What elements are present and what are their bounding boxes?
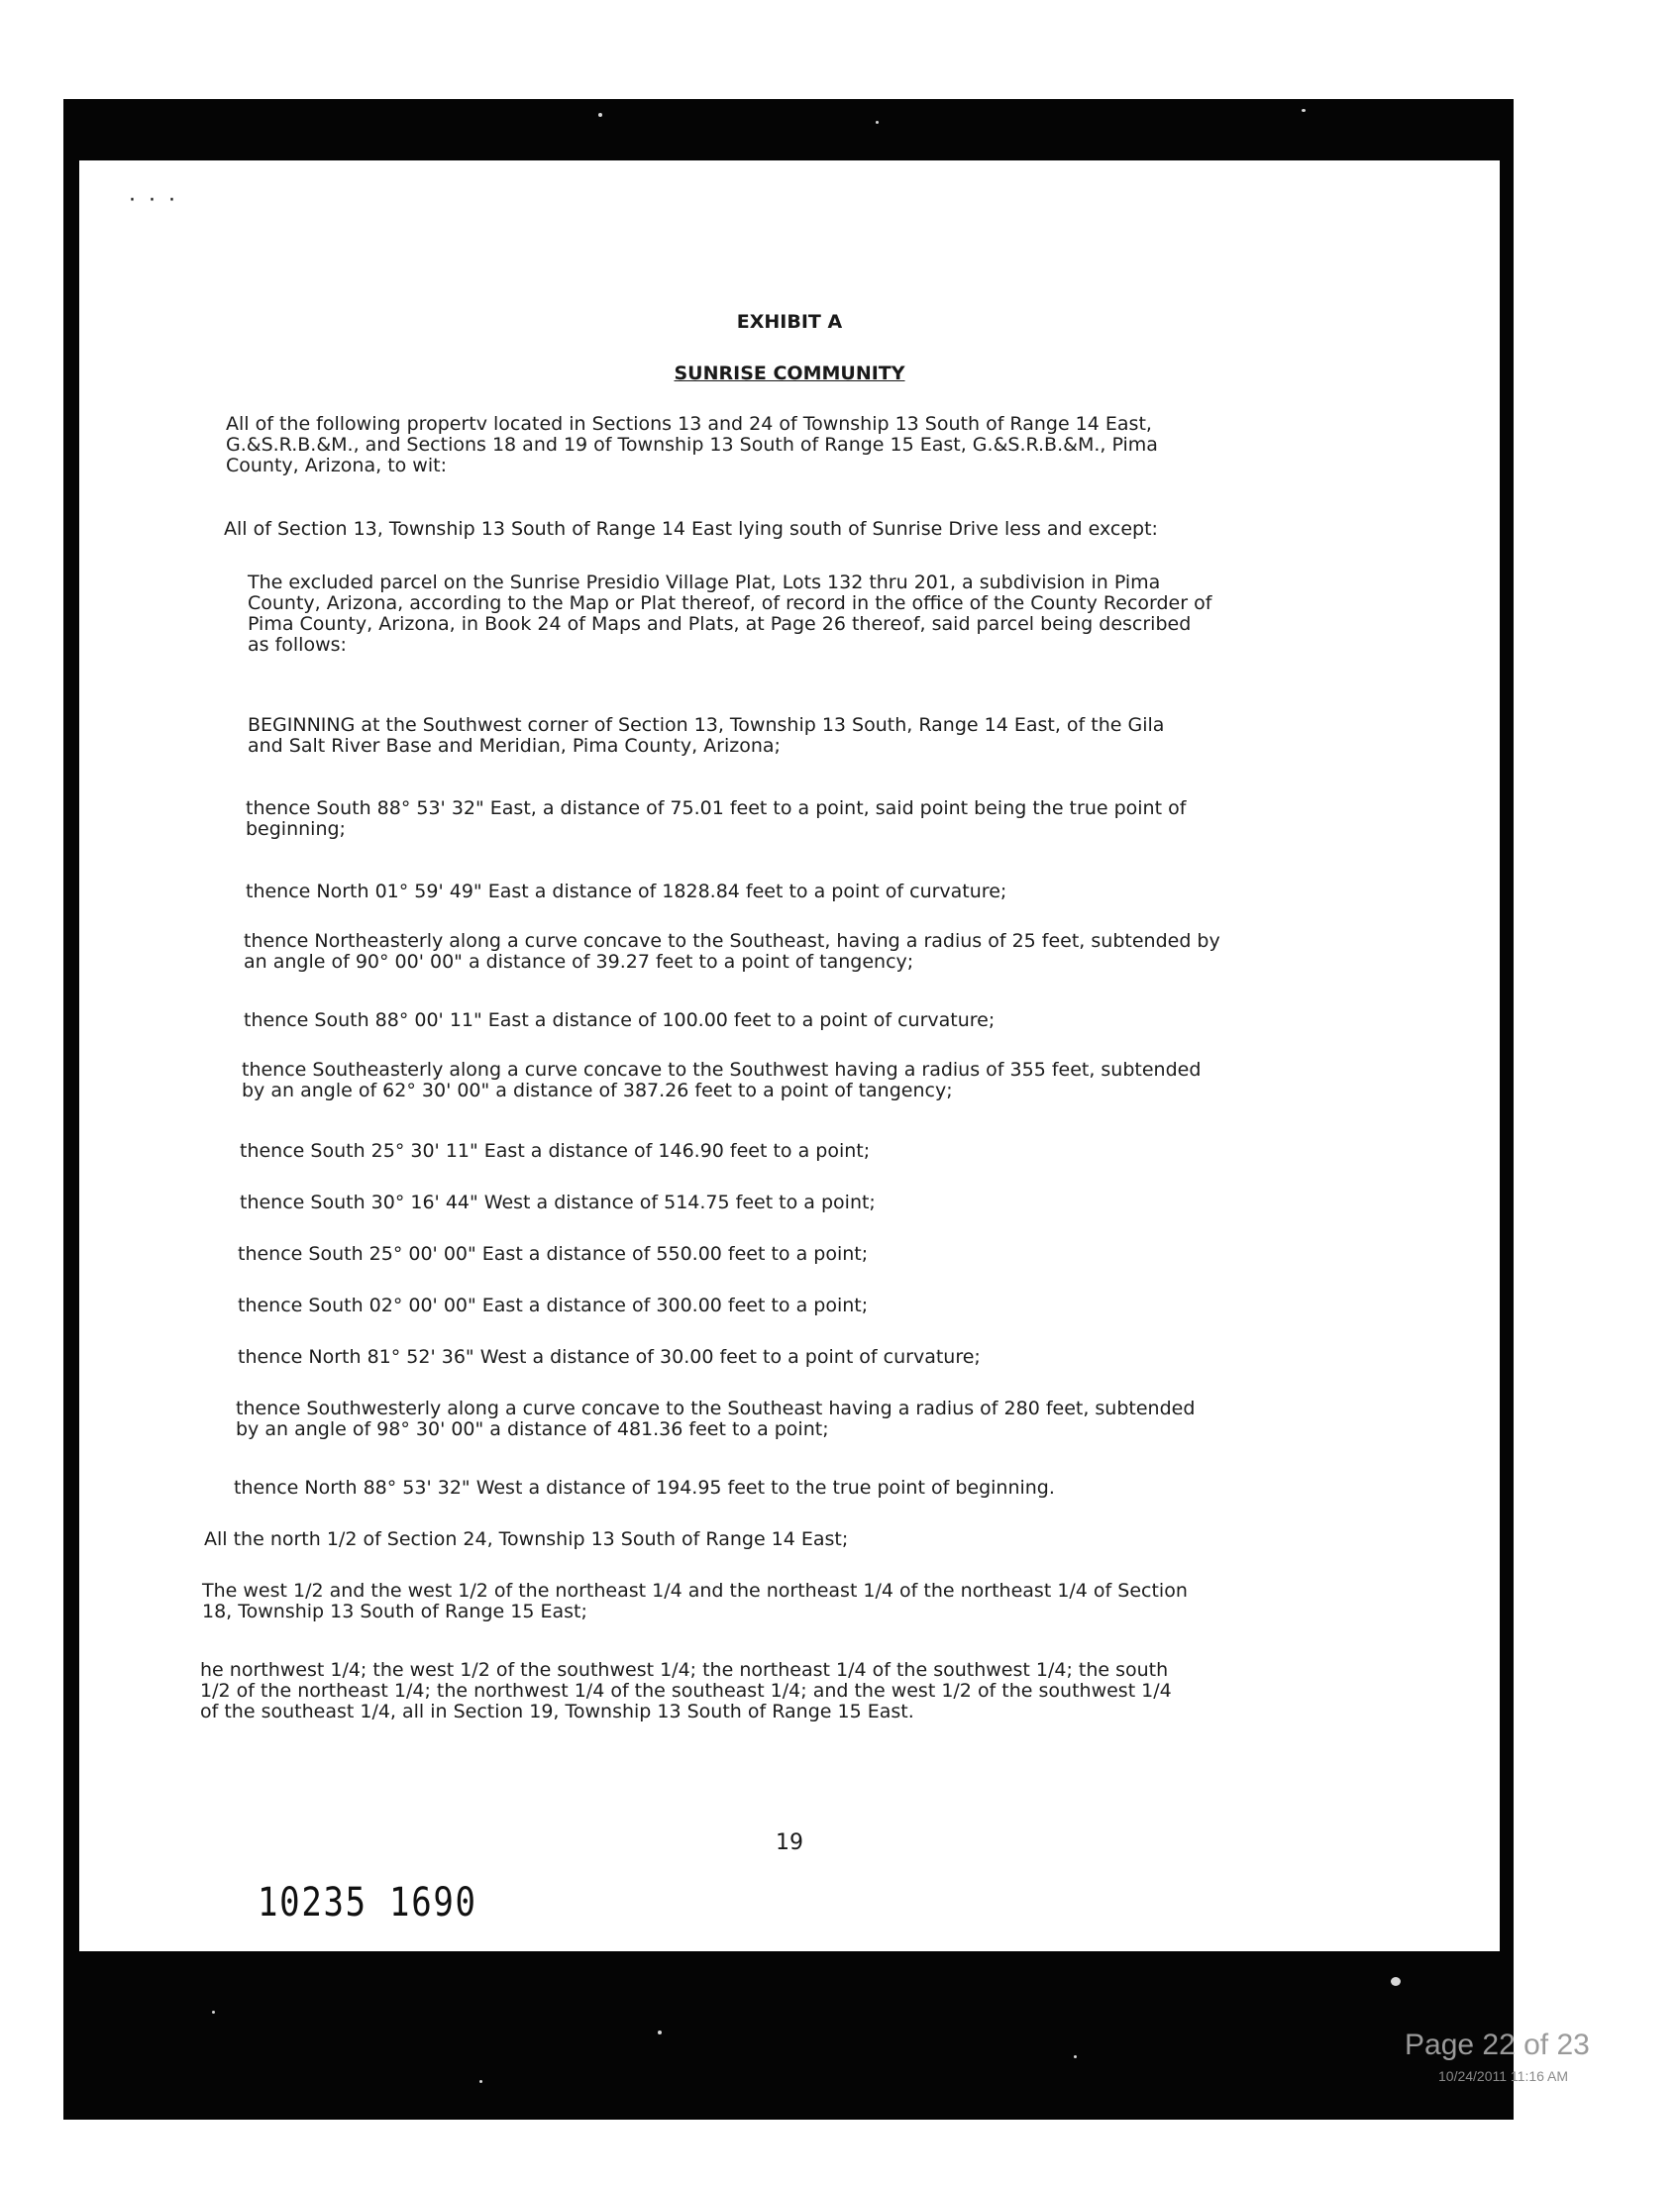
course-paragraph: thence South 88° 53' 32" East, a distance of 75.01 feet to a point, said point being the true point of beginning; [246,797,1187,840]
scan-noise [212,2011,215,2014]
scan-noise [479,2080,482,2083]
course-paragraph: thence South 02° 00' 00" East a distance of 300.00 feet to a point; [238,1295,869,1316]
section-13-paragraph: All of Section 13, Township 13 South of Range 14 East lying south of Sunrise Drive less and except: [224,518,1158,540]
course-paragraph: thence Northeasterly along a curve concave to the Southeast, having a radius of 25 feet, subtended by an angle of 90° 00' 00" a distance of 39.27 feet to a point of tangency; [244,930,1220,973]
recording-stamp: 10235 1690 [258,1880,477,1926]
section-19-paragraph: he northwest 1/4; the west 1/2 of the southwest 1/4; the northeast 1/4 of the southwest 1/4; the south 1/2 of the northeast 1/4; the northwest 1/4 of the southeast 1/4; and the west 1/2 of the southwest 1/4 of the southeast 1/4, all in Section 19, Township 13 South of Range 15 East. [200,1659,1172,1722]
scan-specks: · · · [129,188,178,213]
exhibit-title: EXHIBIT A [736,311,843,333]
course-paragraph: thence South 25° 00' 00" East a distance of 550.00 feet to a point; [238,1243,869,1265]
course-paragraph: thence North 88° 53' 32" West a distance of 194.95 feet to the true point of beginning. [234,1477,1055,1499]
print-timestamp: 10/24/2011 11:16 AM [1438,2068,1569,2084]
beginning-paragraph: BEGINNING at the Southwest corner of Section 13, Township 13 South, Range 14 East, of the Gila and Salt River Base and Meridian, Pima County, Arizona; [248,714,1165,757]
course-paragraph: thence South 25° 30' 11" East a distance of 146.90 feet to a point; [240,1140,871,1162]
intro-paragraph: All of the following propertv located in Sections 13 and 24 of Township 13 South of Range 14 East, G.&S.R.B.&M., and Sections 18 and 19 of Township 13 South of Range 15 East, G.&S.R.B.&M., Pima County, Arizona, to wit: [226,413,1158,476]
page-indicator: Page 22 of 23 [1405,2029,1590,2061]
scan-noise [598,113,602,117]
scan-noise [1074,2055,1077,2058]
document-page [79,160,1500,1951]
excluded-parcel-paragraph: The excluded parcel on the Sunrise Presidio Village Plat, Lots 132 thru 201, a subdivision in Pima County, Arizona, according to the Map or Plat thereof, of record in the office of the County Recorder of Pima County, Arizona, in Book 24 of Maps and Plats, at Page 26 thereof, said parcel being described as follows: [248,572,1212,656]
scan-noise [1391,1977,1401,1986]
scan-noise [1302,109,1306,112]
course-paragraph: thence South 88° 00' 11" East a distance of 100.00 feet to a point of curvature; [244,1009,996,1031]
community-title: SUNRISE COMMUNITY [674,363,905,384]
course-paragraph: thence South 30° 16' 44" West a distance of 514.75 feet to a point; [240,1192,876,1213]
scan-noise [876,121,879,124]
course-paragraph: thence Southwesterly along a curve concave to the Southeast having a radius of 280 feet, subtended by an angle of 98° 30' 00" a distance of 481.36 feet to a point; [236,1398,1196,1440]
section-18-paragraph: The west 1/2 and the west 1/2 of the northeast 1/4 and the northeast 1/4 of the northeast 1/4 of Section 18, Township 13 South of Range 15 East; [202,1580,1188,1622]
course-paragraph: thence North 81° 52' 36" West a distance of 30.00 feet to a point of curvature; [238,1346,981,1368]
scan-noise [658,2031,662,2034]
course-paragraph: thence Southeasterly along a curve concave to the Southwest having a radius of 355 feet, subtended by an angle of 62° 30' 00" a distance of 387.26 feet to a point of tangency; [242,1059,1202,1101]
course-paragraph: thence North 01° 59' 49" East a distance of 1828.84 feet to a point of curvature; [246,881,1007,902]
section-24-paragraph: All the north 1/2 of Section 24, Township 13 South of Range 14 East; [204,1528,849,1550]
page-number: 19 [776,1830,803,1855]
